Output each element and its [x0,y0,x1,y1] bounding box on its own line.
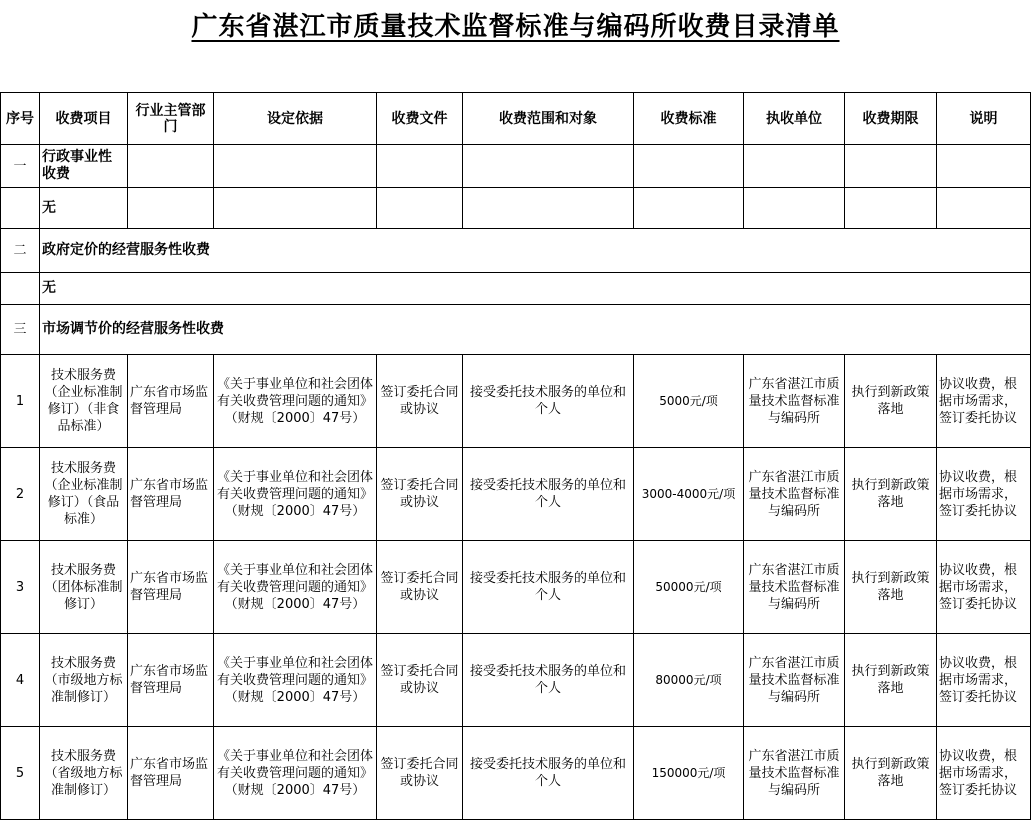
fee-item: 技术服务费（企业标准制修订）（食品标准） [40,448,128,541]
header-cell: 设定依据 [214,93,377,145]
header-cell: 执收单位 [744,93,845,145]
fee-standard: 80000元/项 [634,634,744,727]
fee-document: 签订委托合同或协议 [377,634,463,727]
fee-document: 签订委托合同或协议 [377,448,463,541]
department: 广东省市场监督管理局 [128,541,214,634]
section-number: 一 [1,145,40,188]
section-number: 三 [1,305,40,355]
scope: 接受委托技术服务的单位和个人 [463,634,634,727]
remark: 协议收费，根据市场需求，签订委托协议 [937,541,1031,634]
none-text: 无 [40,273,1031,305]
header-cell: 行业主管部门 [128,93,214,145]
row-number: 4 [1,634,40,727]
document-title [0,6,1031,43]
section-row [1,145,1031,188]
collecting-unit: 广东省湛江市质量技术监督标准与编码所 [744,448,845,541]
scope: 接受委托技术服务的单位和个人 [463,355,634,448]
fee-standard: 3000-4000元/项 [634,448,744,541]
header-row [1,93,1031,145]
empty-cell [128,145,214,188]
empty-cell [463,145,634,188]
empty-cell [377,145,463,188]
row-number: 2 [1,448,40,541]
department: 广东省市场监督管理局 [128,355,214,448]
collecting-unit: 广东省湛江市质量技术监督标准与编码所 [744,634,845,727]
department: 广东省市场监督管理局 [128,727,214,820]
remark: 协议收费，根据市场需求，签订委托协议 [937,355,1031,448]
remark: 协议收费，根据市场需求，签订委托协议 [937,448,1031,541]
none-text: 无 [40,188,128,229]
fee-standard: 50000元/项 [634,541,744,634]
fee-standard: 5000元/项 [634,355,744,448]
empty-cell [1,188,40,229]
empty-cell [937,145,1031,188]
empty-cell [634,145,744,188]
fee-item: 技术服务费（企业标准制修订）（非食品标准） [40,355,128,448]
basis: 《关于事业单位和社会团体有关收费管理问题的通知》（财规〔2000〕47号） [214,448,377,541]
basis: 《关于事业单位和社会团体有关收费管理问题的通知》（财规〔2000〕47号） [214,355,377,448]
empty-cell [214,188,377,229]
header-cell: 序号 [1,93,40,145]
fee-catalog-table [0,92,1031,820]
section-none-row [1,273,1031,305]
empty-cell [634,188,744,229]
section-row [1,229,1031,273]
fee-document: 签订委托合同或协议 [377,727,463,820]
header-cell: 收费范围和对象 [463,93,634,145]
basis: 《关于事业单位和社会团体有关收费管理问题的通知》（财规〔2000〕47号） [214,541,377,634]
section-name: 市场调节价的经营服务性收费 [40,305,1031,355]
empty-cell [214,145,377,188]
header-cell: 收费项目 [40,93,128,145]
collecting-unit: 广东省湛江市质量技术监督标准与编码所 [744,355,845,448]
department: 广东省市场监督管理局 [128,634,214,727]
fee-period: 执行到新政策落地 [845,448,937,541]
row-number: 5 [1,727,40,820]
fee-standard: 150000元/项 [634,727,744,820]
table-row [1,448,1031,541]
fee-document: 签订委托合同或协议 [377,541,463,634]
section-none-row [1,188,1031,229]
remark: 协议收费，根据市场需求，签订委托协议 [937,727,1031,820]
collecting-unit: 广东省湛江市质量技术监督标准与编码所 [744,541,845,634]
table-row [1,634,1031,727]
fee-item: 技术服务费（团体标准制修订） [40,541,128,634]
empty-cell [744,145,845,188]
fee-period: 执行到新政策落地 [845,727,937,820]
empty-cell [845,145,937,188]
row-number: 3 [1,541,40,634]
empty-cell [937,188,1031,229]
fee-item: 技术服务费（市级地方标准制修订） [40,634,128,727]
header-cell: 收费标准 [634,93,744,145]
section-number: 二 [1,229,40,273]
section-row [1,305,1031,355]
scope: 接受委托技术服务的单位和个人 [463,727,634,820]
empty-cell [744,188,845,229]
table-row [1,355,1031,448]
basis: 《关于事业单位和社会团体有关收费管理问题的通知》（财规〔2000〕47号） [214,727,377,820]
fee-document: 签订委托合同或协议 [377,355,463,448]
scope: 接受委托技术服务的单位和个人 [463,541,634,634]
fee-period: 执行到新政策落地 [845,541,937,634]
fee-period: 执行到新政策落地 [845,634,937,727]
fee-item: 技术服务费（省级地方标准制修订） [40,727,128,820]
table-row [1,541,1031,634]
collecting-unit: 广东省湛江市质量技术监督标准与编码所 [744,727,845,820]
header-cell: 收费期限 [845,93,937,145]
section-name: 行政事业性收费 [40,145,128,188]
empty-cell [845,188,937,229]
empty-cell [128,188,214,229]
table-row [1,727,1031,820]
header-cell: 收费文件 [377,93,463,145]
empty-cell [1,273,40,305]
scope: 接受委托技术服务的单位和个人 [463,448,634,541]
empty-cell [377,188,463,229]
header-cell: 说明 [937,93,1031,145]
remark: 协议收费，根据市场需求，签订委托协议 [937,634,1031,727]
row-number: 1 [1,355,40,448]
empty-cell [463,188,634,229]
basis: 《关于事业单位和社会团体有关收费管理问题的通知》（财规〔2000〕47号） [214,634,377,727]
section-name: 政府定价的经营服务性收费 [40,229,1031,273]
document-title-text: 广东省湛江市质量技术监督标准与编码所收费目录清单 [191,12,840,42]
department: 广东省市场监督管理局 [128,448,214,541]
fee-period: 执行到新政策落地 [845,355,937,448]
